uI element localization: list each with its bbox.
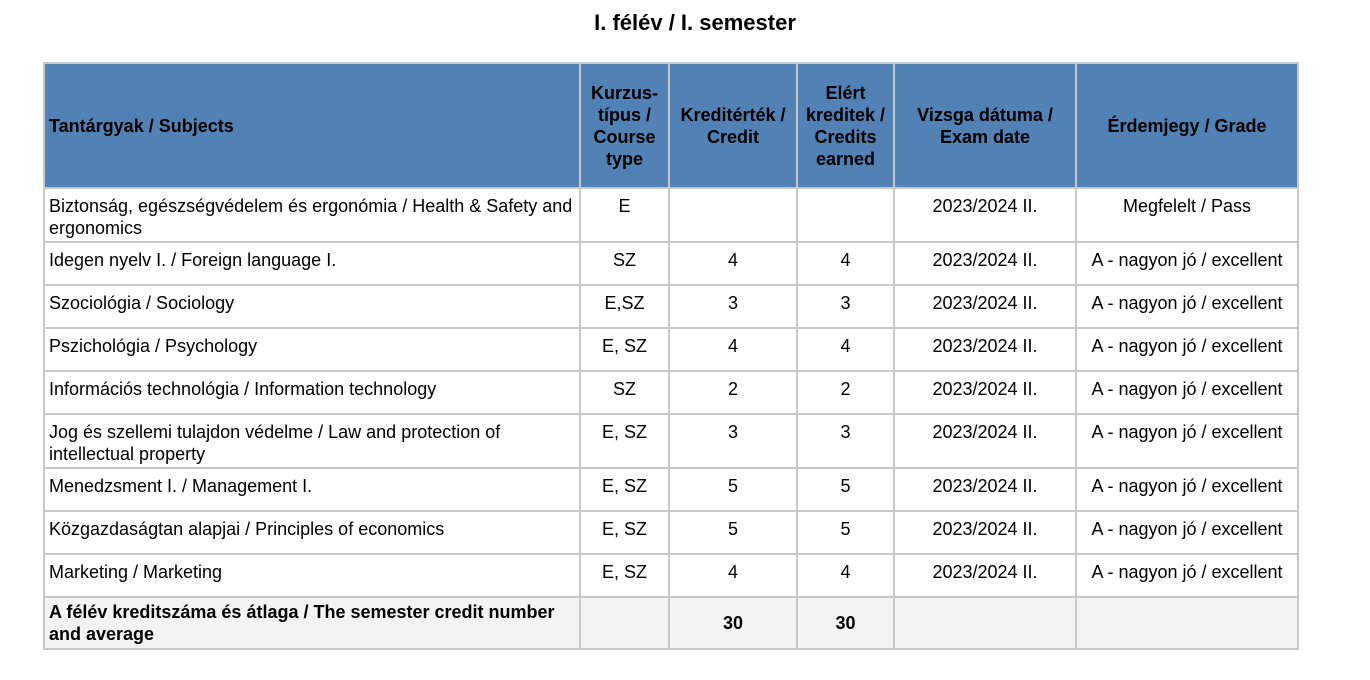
credit-cell: 5 bbox=[669, 511, 797, 554]
course-type-cell: SZ bbox=[580, 371, 669, 414]
table-row bbox=[44, 554, 1298, 597]
credits-earned-cell: 3 bbox=[797, 414, 894, 468]
grade-cell: A - nagyon jó / excellent bbox=[1076, 328, 1298, 371]
header-course-type: Kurzus-típus / Course type bbox=[580, 63, 669, 188]
credits-earned-cell: 5 bbox=[797, 511, 894, 554]
subject-cell: Menedzsment I. / Management I. bbox=[44, 468, 580, 511]
credits-earned-cell: 4 bbox=[797, 242, 894, 285]
subject-cell: Szociológia / Sociology bbox=[44, 285, 580, 328]
credits-earned-cell: 3 bbox=[797, 285, 894, 328]
exam-date-cell: 2023/2024 II. bbox=[894, 414, 1076, 468]
total-credits-earned: 30 bbox=[797, 597, 894, 649]
exam-date-cell: 2023/2024 II. bbox=[894, 554, 1076, 597]
grade-cell: A - nagyon jó / excellent bbox=[1076, 468, 1298, 511]
grade-cell: A - nagyon jó / excellent bbox=[1076, 242, 1298, 285]
subject-cell: Közgazdaságtan alapjai / Principles of economics bbox=[44, 511, 580, 554]
credit-cell bbox=[669, 188, 797, 242]
table-row bbox=[44, 414, 1298, 468]
table-row bbox=[44, 242, 1298, 285]
exam-date-cell: 2023/2024 II. bbox=[894, 468, 1076, 511]
exam-date-cell: 2023/2024 II. bbox=[894, 328, 1076, 371]
subject-cell: Jog és szellemi tulajdon védelme / Law and protection of intellectual property bbox=[44, 414, 580, 468]
header-exam-date: Vizsga dátuma / Exam date bbox=[894, 63, 1076, 188]
header-grade: Érdemjegy / Grade bbox=[1076, 63, 1298, 188]
total-course-type-cell bbox=[580, 597, 669, 649]
table-row bbox=[44, 285, 1298, 328]
table-row bbox=[44, 371, 1298, 414]
course-type-cell: E,SZ bbox=[580, 285, 669, 328]
course-type-cell: E, SZ bbox=[580, 414, 669, 468]
total-row bbox=[44, 597, 1298, 649]
exam-date-cell: 2023/2024 II. bbox=[894, 511, 1076, 554]
grade-cell: A - nagyon jó / excellent bbox=[1076, 554, 1298, 597]
credit-cell: 4 bbox=[669, 242, 797, 285]
credit-cell: 5 bbox=[669, 468, 797, 511]
header-subject: Tantárgyak / Subjects bbox=[44, 63, 580, 188]
course-type-cell: E, SZ bbox=[580, 328, 669, 371]
credit-cell: 4 bbox=[669, 554, 797, 597]
total-credit: 30 bbox=[669, 597, 797, 649]
total-label: A félév kreditszáma és átlaga / The semester credit number and average bbox=[44, 597, 580, 649]
course-type-cell: E, SZ bbox=[580, 468, 669, 511]
table-row bbox=[44, 328, 1298, 371]
grade-cell: A - nagyon jó / excellent bbox=[1076, 414, 1298, 468]
grade-cell: Megfelelt / Pass bbox=[1076, 188, 1298, 242]
exam-date-cell: 2023/2024 II. bbox=[894, 371, 1076, 414]
grade-cell: A - nagyon jó / excellent bbox=[1076, 285, 1298, 328]
credits-earned-cell: 2 bbox=[797, 371, 894, 414]
grade-cell: A - nagyon jó / excellent bbox=[1076, 371, 1298, 414]
credit-cell: 3 bbox=[669, 285, 797, 328]
credit-cell: 4 bbox=[669, 328, 797, 371]
table-row bbox=[44, 511, 1298, 554]
credits-earned-cell: 4 bbox=[797, 328, 894, 371]
table-row bbox=[44, 468, 1298, 511]
table-row bbox=[44, 188, 1298, 242]
exam-date-cell: 2023/2024 II. bbox=[894, 285, 1076, 328]
total-exam-date-cell bbox=[894, 597, 1076, 649]
course-type-cell: E, SZ bbox=[580, 511, 669, 554]
credits-earned-cell: 5 bbox=[797, 468, 894, 511]
subject-cell: Biztonság, egészségvédelem és ergonómia / Health & Safety and ergonomics bbox=[44, 188, 580, 242]
subject-cell: Idegen nyelv I. / Foreign language I. bbox=[44, 242, 580, 285]
header-credits-earned: Elért kreditek / Credits earned bbox=[797, 63, 894, 188]
course-type-cell: E bbox=[580, 188, 669, 242]
grades-table bbox=[43, 62, 1299, 650]
exam-date-cell: 2023/2024 II. bbox=[894, 188, 1076, 242]
exam-date-cell: 2023/2024 II. bbox=[894, 242, 1076, 285]
subject-cell: Információs technológia / Information technology bbox=[44, 371, 580, 414]
grade-cell: A - nagyon jó / excellent bbox=[1076, 511, 1298, 554]
course-type-cell: SZ bbox=[580, 242, 669, 285]
course-type-cell: E, SZ bbox=[580, 554, 669, 597]
credit-cell: 3 bbox=[669, 414, 797, 468]
header-credit: Kreditérték / Credit bbox=[669, 63, 797, 188]
credit-cell: 2 bbox=[669, 371, 797, 414]
table-header-row bbox=[44, 63, 1298, 188]
credits-earned-cell: 4 bbox=[797, 554, 894, 597]
page-title: I. félév / I. semester bbox=[594, 10, 796, 35]
subject-cell: Pszichológia / Psychology bbox=[44, 328, 580, 371]
total-grade-cell bbox=[1076, 597, 1298, 649]
subject-cell: Marketing / Marketing bbox=[44, 554, 580, 597]
credits-earned-cell bbox=[797, 188, 894, 242]
